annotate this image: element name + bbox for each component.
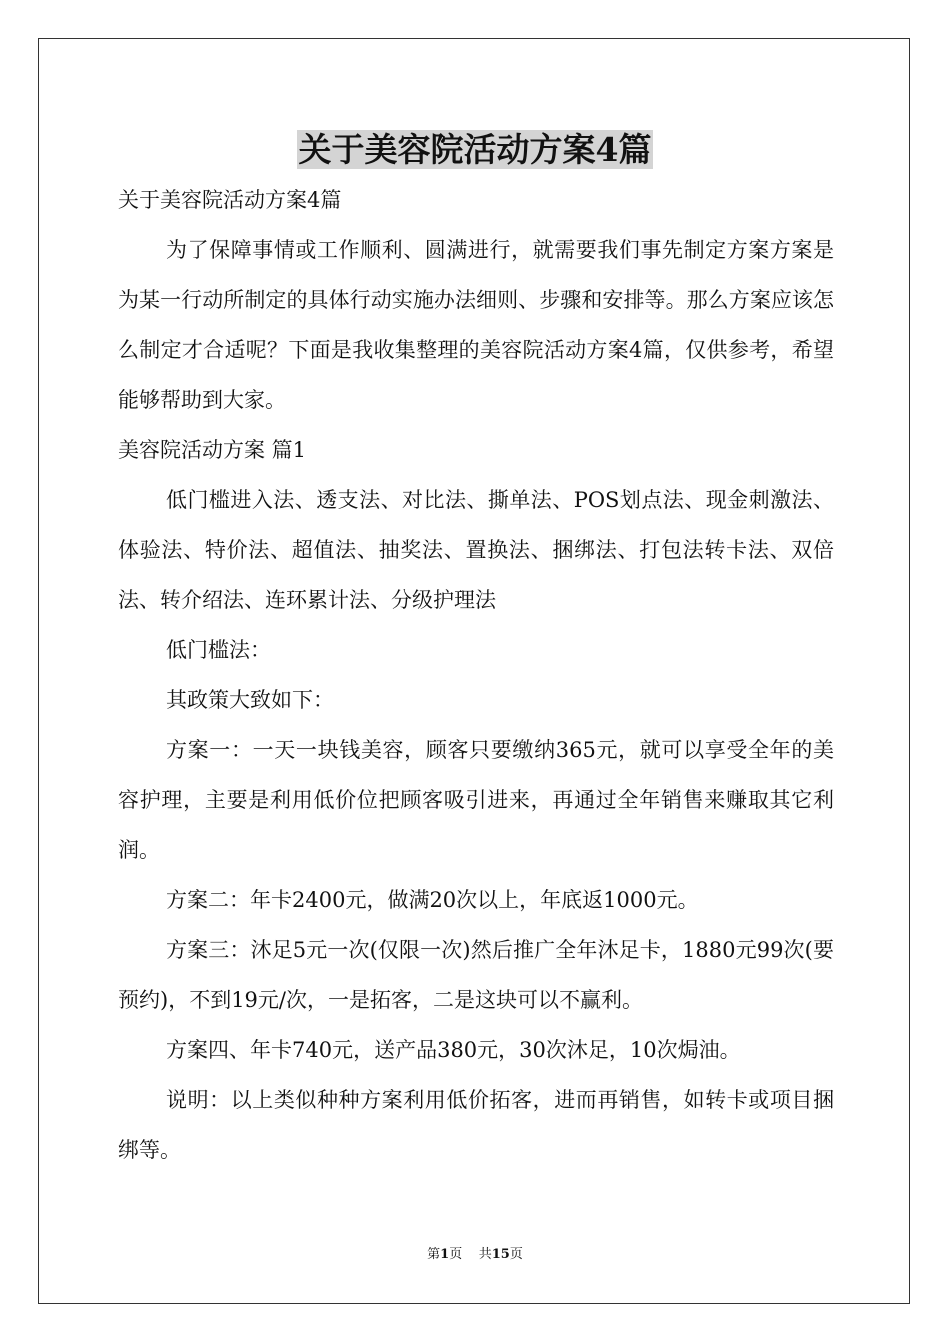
document-title [0, 128, 950, 172]
policy-intro: 其政策大致如下： [166, 688, 334, 712]
plan-three-paragraph: 方案三：沐足5元一次(仅限一次)然后推广全年沐足卡，1880元99次(要预约)，不到19元/次，一是拓客，二是这块可以不赢利。 [118, 938, 834, 1012]
plan-two-paragraph: 方案二：年卡2400元，做满20次以上，年底返1000元。 [166, 888, 699, 912]
plan-one-paragraph: 方案一：一天一块钱美容，顾客只要缴纳365元，就可以享受全年的美容护理，主要是利用低价位把顾客吸引进来，再通过全年销售来赚取其它利润。 [118, 738, 834, 862]
page-number: 1 [440, 1247, 450, 1262]
note-paragraph: 说明：以上类似种种方案利用低价拓客，进而再销售，如转卡或项目捆绑等。 [118, 1088, 834, 1162]
low-threshold-heading: 低门槛法： [166, 638, 271, 662]
page-prefix: 第 [427, 1247, 441, 1262]
page-suffix: 页 [449, 1247, 463, 1262]
document-subtitle: 关于美容院活动方案4篇 [118, 188, 342, 212]
section-heading: 美容院活动方案 篇1 [118, 438, 307, 462]
document-title-text: 关于美容院活动方案4篇 [298, 130, 652, 169]
total-pages: 15 [491, 1247, 510, 1262]
document-body [118, 175, 834, 1175]
page-footer [0, 1246, 950, 1264]
plan-four-paragraph: 方案四、年卡740元，送产品380元，30次沐足，10次焗油。 [166, 1038, 741, 1062]
methods-paragraph: 低门槛进入法、透支法、对比法、撕单法、POS划点法、现金刺激法、体验法、特价法、超值法、抽奖法、置换法、捆绑法、打包法转卡法、双倍法、转介绍法、连环累计法、分级护理法 [118, 488, 834, 612]
total-prefix: 共 [478, 1247, 492, 1262]
intro-paragraph: 为了保障事情或工作顺利、圆满进行，就需要我们事先制定方案方案是为某一行动所制定的具体行动实施办法细则、步骤和安排等。那么方案应该怎么制定才合适呢？下面是我收集整理的美容院活动方案4篇，仅供参考，希望能够帮助到大家。 [118, 238, 834, 412]
total-suffix: 页 [509, 1247, 523, 1262]
